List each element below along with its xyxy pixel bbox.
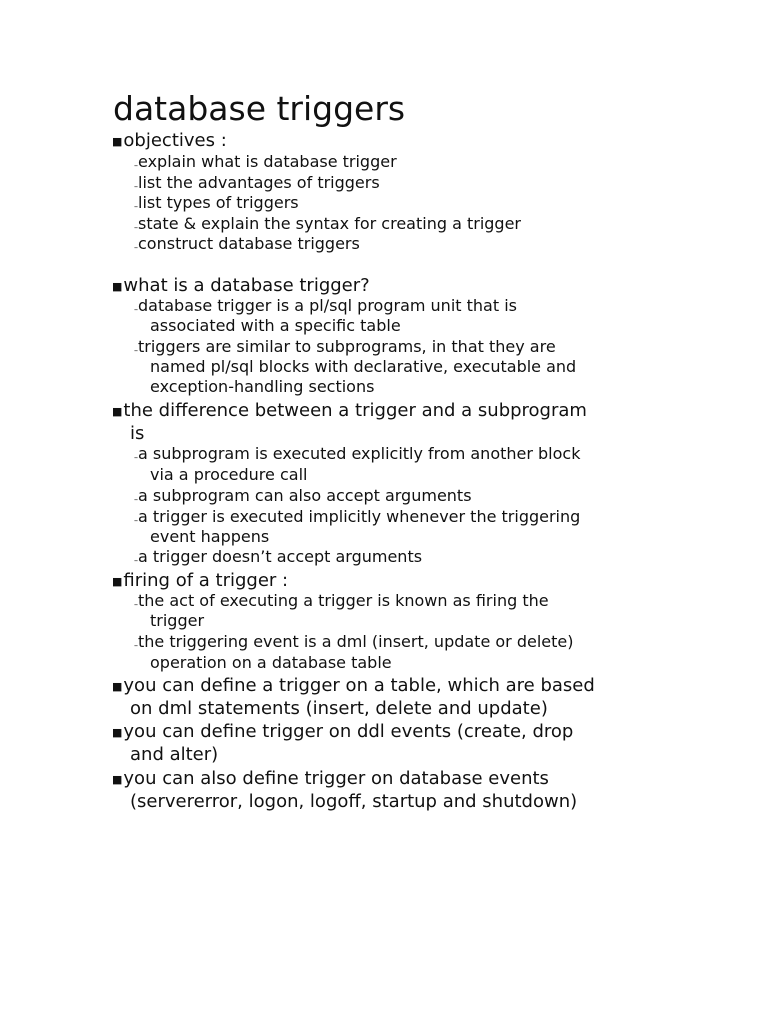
bullet-square-icon: ■ xyxy=(112,773,123,786)
sub-item xyxy=(134,234,360,258)
dash-icon: – xyxy=(134,516,138,525)
bullet-text: firing of a trigger : xyxy=(123,570,289,591)
sub-text-continued: event happens xyxy=(150,527,270,546)
sub-text: list the advantages of triggers xyxy=(138,173,380,192)
sub-text-continued: associated with a specific table xyxy=(150,316,401,335)
sub-text: triggers are similar to subprograms, in that they are xyxy=(138,337,556,356)
page-title: database triggers xyxy=(113,89,406,128)
bullet-square-icon: ■ xyxy=(112,280,123,293)
bullet-define-on-table xyxy=(112,674,595,719)
sub-text: database trigger is a pl/sql program unit that is xyxy=(138,296,517,315)
sub-text: state & explain the syntax for creating a trigger xyxy=(138,214,521,233)
sub-text-continued: exception-handling sections xyxy=(150,377,375,396)
dash-icon: – xyxy=(134,556,138,565)
bullet-text-continued: and alter) xyxy=(130,744,219,765)
bullet-square-icon: ■ xyxy=(112,405,123,418)
sub-text: a trigger is executed implicitly whenever the triggering xyxy=(138,507,581,526)
bullet-text: you can also define trigger on database events xyxy=(123,768,549,789)
bullet-text: the difference between a trigger and a subprogram xyxy=(123,400,587,421)
bullet-text: you can define trigger on ddl events (create, drop xyxy=(123,721,574,742)
dash-icon: – xyxy=(134,161,138,170)
bullet-define-on-database-events xyxy=(112,767,578,812)
bullet-difference xyxy=(112,399,587,444)
sub-item xyxy=(134,507,581,546)
bullet-text: objectives : xyxy=(123,130,227,151)
bullet-objectives xyxy=(112,129,227,153)
bullet-text-continued: (servererror, logon, logoff, startup and shutdown) xyxy=(130,791,578,812)
sub-item xyxy=(134,444,581,484)
sub-text: construct database triggers xyxy=(138,234,360,253)
bullet-text-continued: is xyxy=(130,423,145,444)
bullet-text: you can define a trigger on a table, which are based xyxy=(123,675,595,696)
sub-text: the triggering event is a dml (insert, update or delete) xyxy=(138,632,574,651)
bullet-text-continued: on dml statements (insert, delete and update) xyxy=(130,698,548,719)
sub-item xyxy=(134,591,549,630)
sub-text: a trigger doesn’t accept arguments xyxy=(138,547,423,566)
dash-icon: – xyxy=(134,223,138,232)
dash-icon: – xyxy=(134,182,138,191)
bullet-text: what is a database trigger? xyxy=(123,275,370,296)
sub-item xyxy=(134,296,517,335)
bullet-what-is xyxy=(112,274,370,298)
dash-icon: – xyxy=(134,453,138,462)
bullet-square-icon: ■ xyxy=(112,135,123,148)
dash-icon: – xyxy=(134,641,138,650)
sub-item xyxy=(134,547,422,571)
sub-text-continued: named pl/sql blocks with declarative, executable and xyxy=(150,357,577,376)
sub-text: explain what is database trigger xyxy=(138,152,397,171)
bullet-define-on-ddl xyxy=(112,720,574,765)
bullet-firing xyxy=(112,569,288,593)
sub-text: the act of executing a trigger is known as firing the xyxy=(138,591,549,610)
bullet-square-icon: ■ xyxy=(112,680,123,693)
dash-icon: – xyxy=(134,346,138,355)
bullet-square-icon: ■ xyxy=(112,575,123,588)
dash-icon: – xyxy=(134,202,138,211)
dash-icon: – xyxy=(134,305,138,314)
sub-item xyxy=(134,337,577,396)
dash-icon: – xyxy=(134,600,138,609)
sub-text: list types of triggers xyxy=(138,193,299,212)
bullet-square-icon: ■ xyxy=(112,726,123,739)
sub-text: a subprogram can also accept arguments xyxy=(138,486,472,505)
sub-text-continued: trigger xyxy=(150,611,205,630)
dash-icon: – xyxy=(134,495,138,504)
dash-icon: – xyxy=(134,243,138,252)
sub-text-continued: operation on a database table xyxy=(150,653,392,672)
sub-text-continued: via a procedure call xyxy=(150,465,308,484)
sub-text: a subprogram is executed explicitly from another block xyxy=(138,444,581,463)
sub-item xyxy=(134,632,574,672)
